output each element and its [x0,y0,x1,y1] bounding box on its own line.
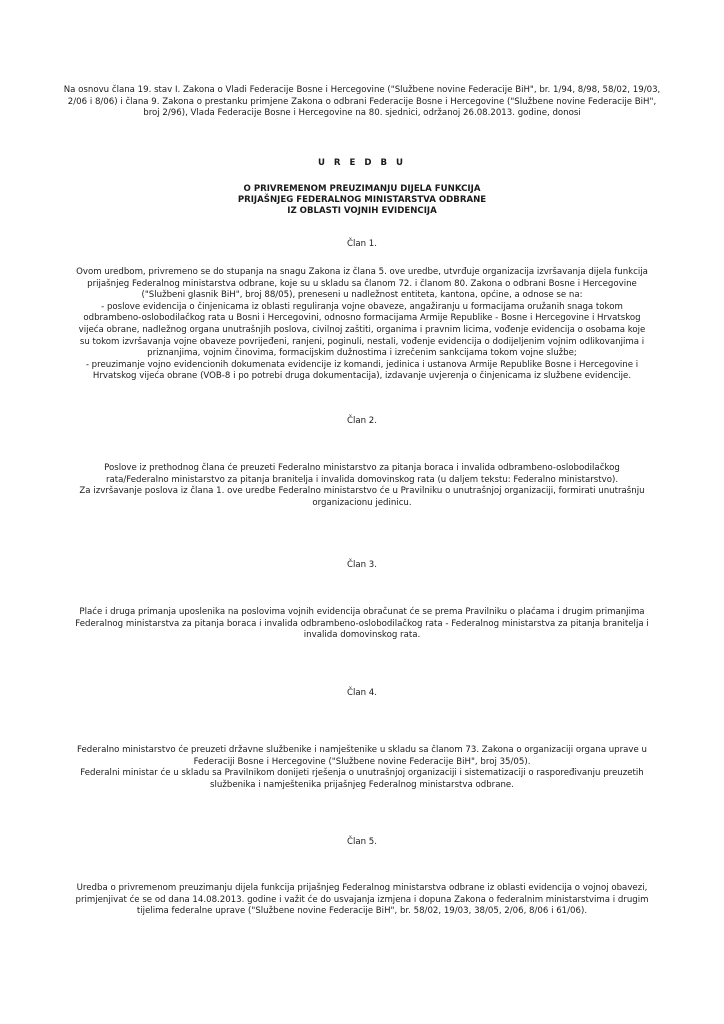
article-3-heading: Član 3. [346,560,378,570]
document-subtitle [0,184,724,218]
article-paragraph: Za izvršavanje poslova iz člana 1. ove uredbe Federalno ministarstvo će u Pravilniku o unutrašnjoj organizaciji, formirati unutrašnju organizacionu jedinicu. [79,486,645,508]
article-1-body [75,267,649,383]
subtitle-line: O PRIVREMENOM PREUZIMANJU DIJELA FUNKCIJA [243,184,481,194]
article-paragraph: - poslove evidencija o činjenicama iz oblasti reguliranja vojne obaveze, angažiranju u formacijama oružanih snaga tokom odbrambeno-oslobodilačkog rata u Bosni i Hercegovini, odnosno formacijama Armije Republike - Bosne i Hercegovine i Hrvatskog vijeća obrane, nadležnog organa unutrašnjih poslova, civilnoj zaštiti, organima i pravnim licima, vođenje evidencija o osobama koje su tokom izvršavanja vojne obaveze povrijeđeni, ranjeni, poginuli, nestali, vođenje evidencija o dodijeljenim vojnim odlikovanjima i priznanjima, vojnim činovima, formacijskim dužnostima i izrečenim sankcijama tokom vojne službe; [78,301,646,359]
article-4-heading: Član 4. [346,688,378,698]
article-paragraph: Federalni ministar će u skladu sa Pravilnikom donijeti rješenja o unutrašnjoj organizaciji i sistematizaciji o raspoređivanju preuzetih službenika i namještenika prijašnjeg Federalnog ministarstva odbrane. [80,768,644,790]
article-paragraph: Uredba o privremenom preuzimanju dijela funkcija prijašnjeg Federalnog ministarstva odbrane iz oblasti evidencija o vojnoj obavezi, primjenjivat će se od dana 14.08.2013. godine i važit će do usvajanja izmjena i dopuna Zakona o federalnim ministarstvima i drugim tijelima federalne uprave ("Službene novine Federacije BiH", br. 58/02, 19/03, 38/05, 2/06, 8/06 i 61/06). [75,883,649,917]
article-1-heading: Član 1. [346,239,378,249]
article-3-body [75,607,649,642]
document-title: U R E D B U [317,158,407,168]
preamble [60,85,664,120]
article-paragraph: Poslove iz prethodnog člana će preuzeti Federalno ministarstvo za pitanja boraca i invalida odbrambeno-oslobodilačkog rata/Federalno ministarstvo za pitanja branitelja i invalida domovinskog rata (u daljem tekstu: Federalno ministarstvo). [104,463,620,485]
article-paragraph: Federalno ministarstvo će preuzeti državne službenike i namještenike u skladu sa članom 73. Zakona o organizaciji organa uprave u Federaciji Bosne i Hercegovine ("Službene novine Federacije BiH", broj 35/05). [77,745,647,767]
article-paragraph: Ovom uredbom, privremeno se do stupanja na snagu Zakona iz člana 5. ove uredbe, utvrđuje organizacija izvršavanja dijela funkcija prijašnjeg Federalnog ministarstva odbrane, koje su u skladu sa članom 72. i članom 80. Zakona o odbrani Bosne i Hercegovine ("Službeni glasnik BiH", broj 88/05), preneseni u nadležnost entiteta, kantona, općine, a odnose se na: [76,267,648,301]
article-4-body [75,745,649,791]
article-5-heading: Član 5. [346,837,378,847]
article-paragraph: Plaće i druga primanja uposlenika na poslovima vojnih evidencija obračunat će se prema Pravilniku o plaćama i drugim primanjima Federalnog ministarstva za pitanja boraca i invalida odbrambeno-oslobodilačkog rata - Federalnog ministarstva za pitanja branitelja i invalida domovinskog rata. [75,607,649,641]
article-paragraph: - preuzimanje vojno evidencionih dokumenata evidencije iz komandi, jedinica i ustanova Armije Republike Bosne i Hercegovine i Hrvatskog vijeća obrane (VOB-8 i po potrebi druga dokumentacija), izdavanje uvjerenja o činjenicama iz službene evidencije. [85,359,639,382]
preamble-text: Na osnovu člana 19. stav I. Zakona o Vladi Federacije Bosne i Hercegovine ("Službene novine Federacije BiH", br. 1/94, 8/98, 58/02, 19/03, 2/06 i 8/06) i člana 9. Zakona o prestanku primjene Zakona o odbrani Federacije Bosne i Hercegovine ("Službene novine Federacije BiH", broj 2/96), Vlada Federacije Bosne i Hercegovine na 80. sjednici, održanoj 26.08.2013. godine, donosi [63,85,661,119]
article-2-heading: Član 2. [346,416,378,426]
article-2-body [75,463,649,509]
article-5-body [75,883,649,918]
subtitle-line: IZ OBLASTI VOJNIH EVIDENCIJA [287,206,437,217]
subtitle-line: PRIJAŠNJEG FEDERALNOG MINISTARSTVA ODBRANE [237,195,487,206]
